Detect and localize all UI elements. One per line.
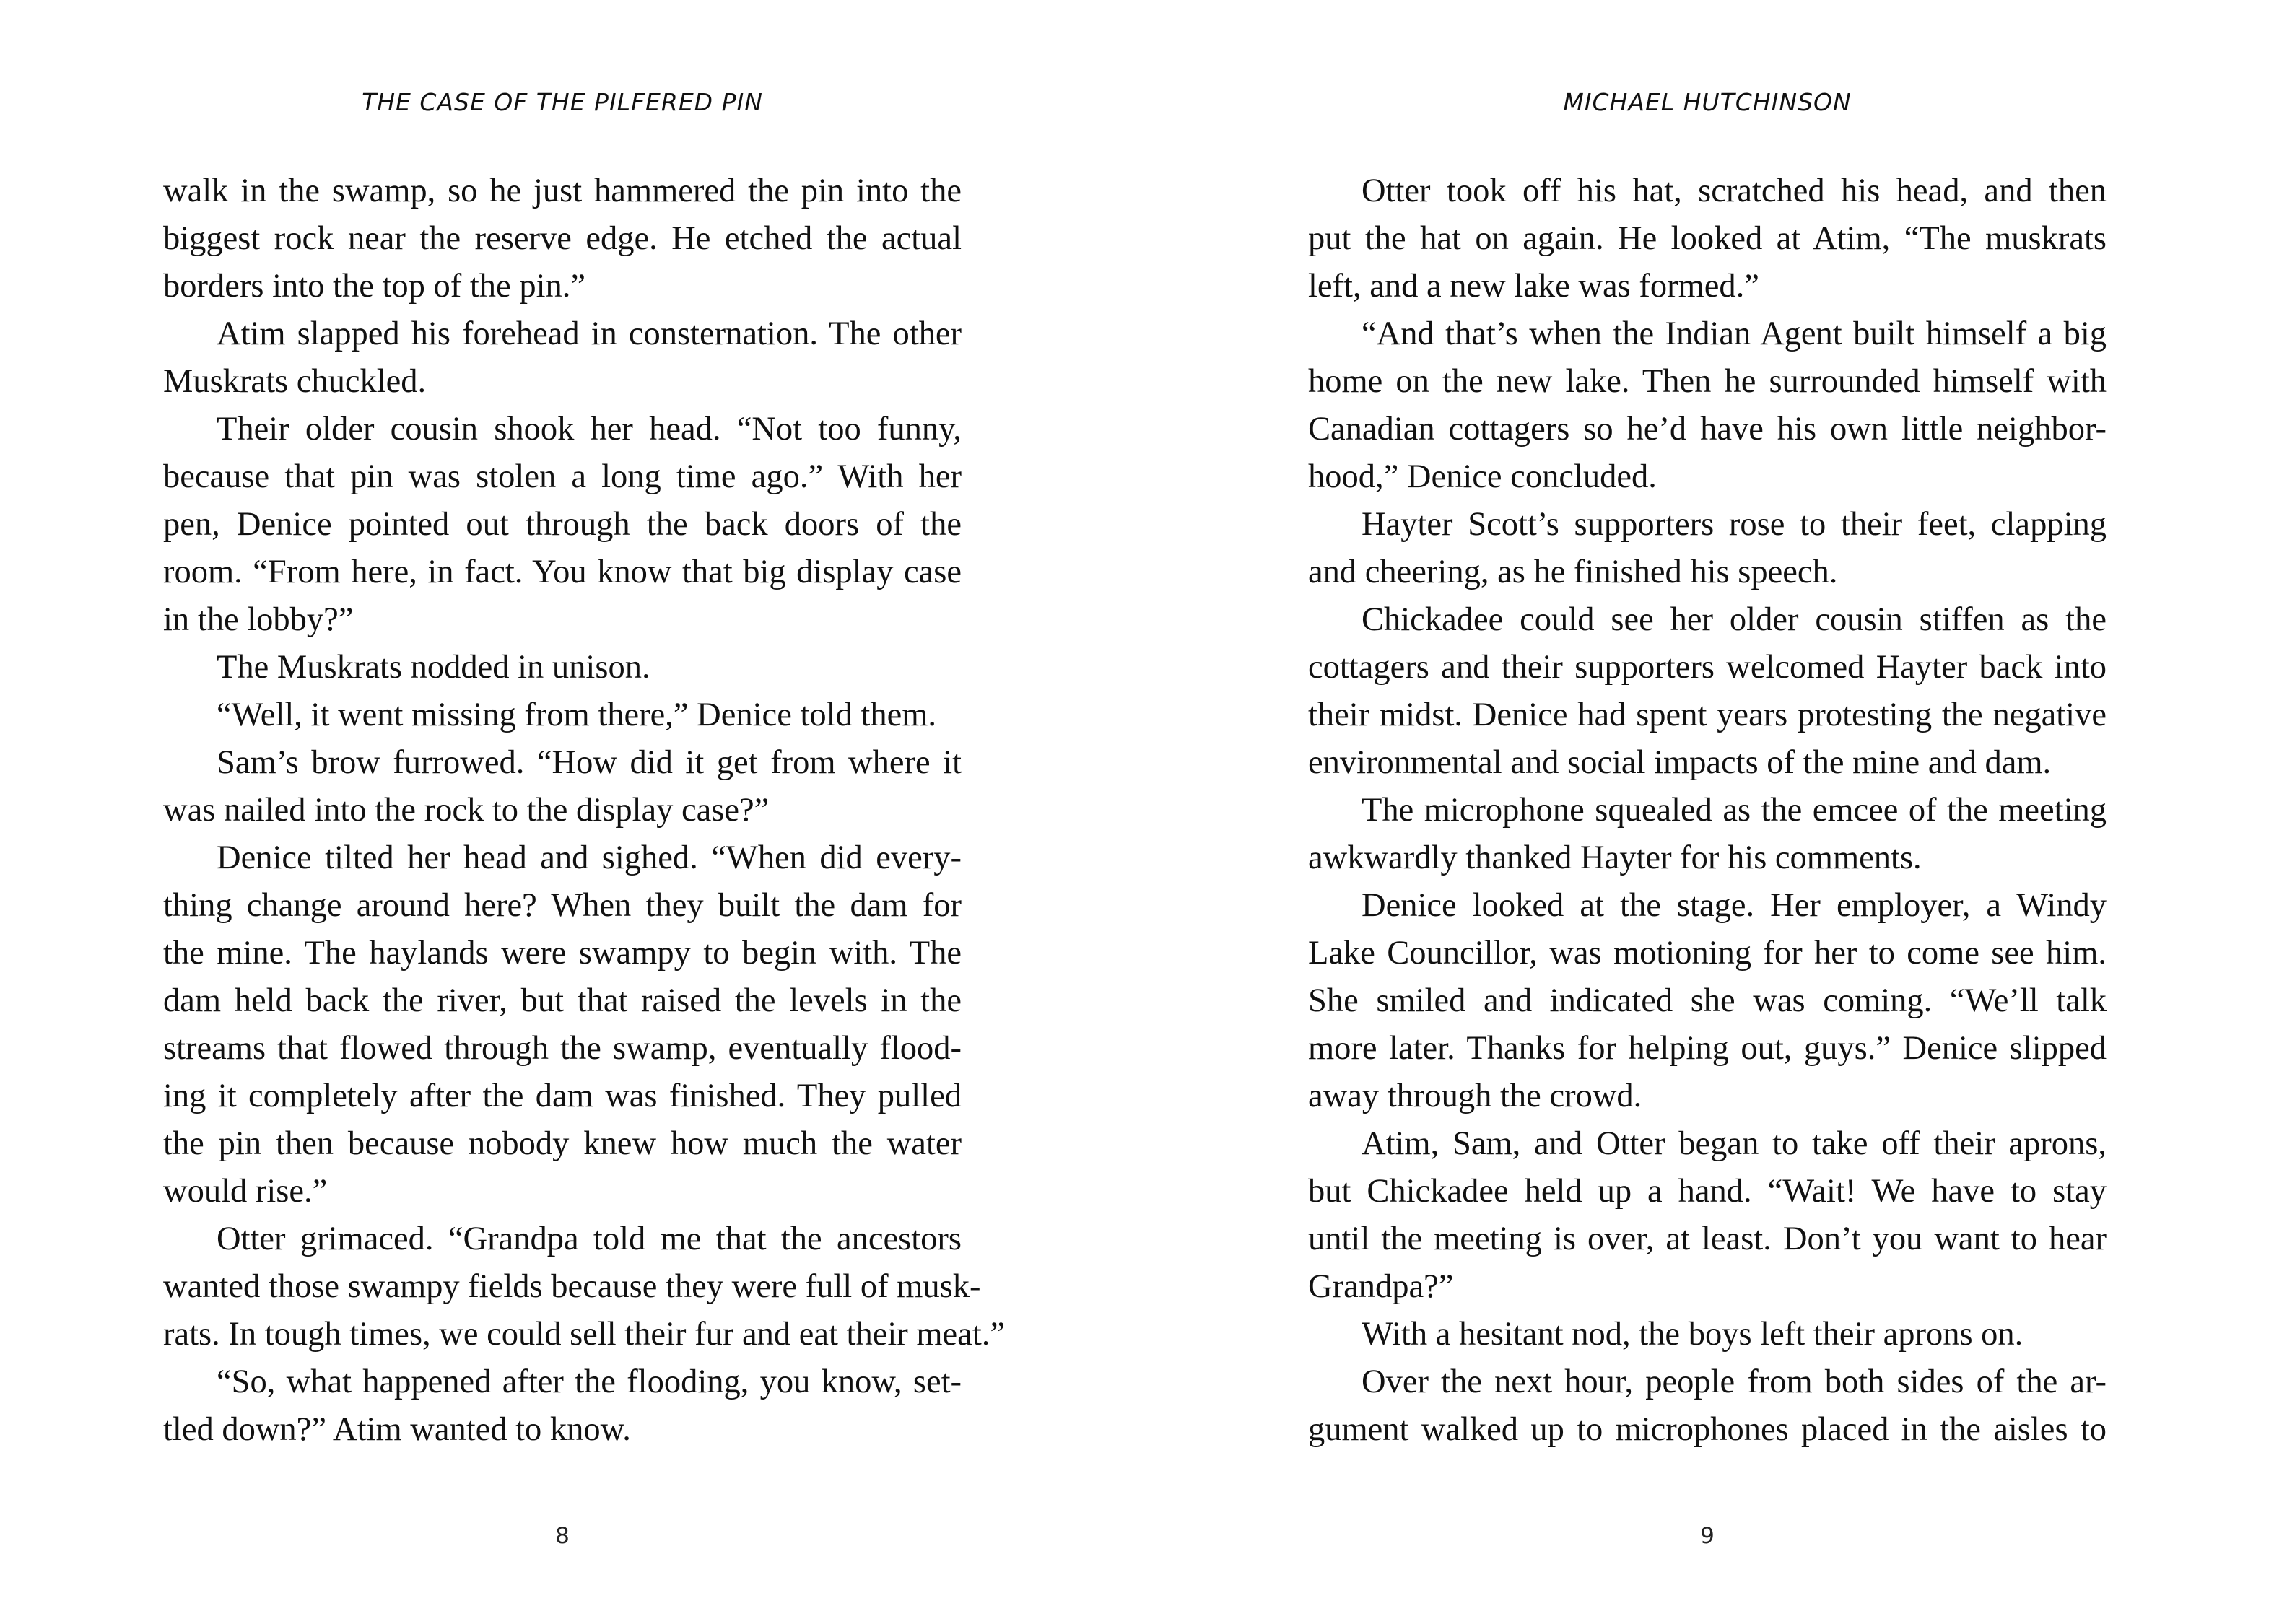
text-line: Muskrats chuckled. — [163, 363, 427, 400]
running-header-title: THE CASE OF THE PILFERED PIN — [362, 88, 763, 116]
text-line: environmental and social impacts of the mine and dam. — [1308, 744, 2052, 781]
text-line: “So, what happened after the flooding, you know, set- — [217, 1363, 962, 1400]
text-line: The microphone squealed as the emcee of the meeting — [1362, 792, 2107, 829]
text-line: the mine. The haylands were swampy to begin with. The — [163, 935, 962, 972]
text-line: ing it completely after the dam was finished. They pulled — [163, 1078, 962, 1114]
text-line: and cheering, as he finished his speech. — [1308, 554, 1838, 590]
page-number: 8 — [555, 1523, 570, 1549]
text-line: streams that flowed through the swamp, eventually flood- — [163, 1030, 962, 1067]
text-line: borders into the top of the pin.” — [163, 268, 585, 305]
text-line: Denice tilted her head and sighed. “When did every- — [217, 839, 962, 876]
text-line: hood,” Denice concluded. — [1308, 458, 1657, 495]
text-line: With a hesitant nod, the boys left their aprons on. — [1362, 1316, 2023, 1353]
text-line: but Chickadee held up a hand. “Wait! We have to stay — [1308, 1173, 2107, 1210]
text-line: put the hat on again. He looked at Atim, “The muskrats — [1308, 220, 2107, 257]
body-text — [163, 167, 1005, 1454]
text-line: “And that’s when the Indian Agent built himself a big — [1362, 315, 2107, 352]
text-line: Otter took off his hat, scratched his head, and then — [1362, 173, 2107, 209]
text-line: room. “From here, in fact. You know that big display case — [163, 554, 962, 590]
text-line: She smiled and indicated she was coming. “We’ll talk — [1308, 982, 2107, 1019]
text-line: Hayter Scott’s supporters rose to their feet, clapping — [1362, 506, 2107, 543]
text-line: home on the new lake. Then he surrounded himself with — [1308, 363, 2107, 400]
text-line: until the meeting is over, at least. Don’t you want to hear — [1308, 1221, 2107, 1257]
text-line: left, and a new lake was formed.” — [1308, 268, 1759, 305]
text-line: Atim, Sam, and Otter began to take off their aprons, — [1362, 1125, 2107, 1162]
text-line: Their older cousin shook her head. “Not too funny, — [217, 411, 962, 448]
text-line: Denice looked at the stage. Her employer, a Windy — [1362, 887, 2107, 924]
text-line: wanted those swampy fields because they were full of musk- — [163, 1268, 981, 1305]
text-line: Atim slapped his forehead in consternation. The other — [217, 315, 962, 352]
text-line: walk in the swamp, so he just hammered the pin into the — [163, 173, 962, 209]
text-line: thing change around here? When they built the dam for — [163, 887, 962, 924]
text-line: Canadian cottagers so he’d have his own little neighbor- — [1308, 411, 2107, 448]
body-text — [1308, 167, 2107, 1454]
text-line: in the lobby?” — [163, 601, 354, 638]
text-line: Otter grimaced. “Grandpa told me that the ancestors — [217, 1221, 962, 1257]
text-line: would rise.” — [163, 1173, 328, 1210]
text-line: dam held back the river, but that raised the levels in the — [163, 982, 962, 1019]
text-line: Sam’s brow furrowed. “How did it get from where it — [217, 744, 962, 781]
text-line: more later. Thanks for helping out, guys.” Denice slipped — [1308, 1030, 2107, 1067]
text-line: tled down?” Atim wanted to know. — [163, 1411, 631, 1448]
text-line: Grandpa?” — [1308, 1268, 1454, 1305]
right-page — [1308, 0, 2107, 1624]
text-line: was nailed into the rock to the display case?” — [163, 792, 770, 829]
text-line: away through the crowd. — [1308, 1078, 1642, 1114]
text-line: The Muskrats nodded in unison. — [217, 649, 650, 686]
running-header-author: MICHAEL HUTCHINSON — [1563, 88, 1852, 116]
text-line: gument walked up to microphones placed in the aisles to — [1308, 1411, 2107, 1448]
left-page — [163, 0, 1005, 1624]
text-line: “Well, it went missing from there,” Denice told them. — [217, 697, 937, 733]
text-line: Over the next hour, people from both sides of the ar- — [1362, 1363, 2107, 1400]
page-number: 9 — [1700, 1523, 1715, 1549]
text-line: biggest rock near the reserve edge. He etched the actual — [163, 220, 962, 257]
text-line: awkwardly thanked Hayter for his comments. — [1308, 839, 1922, 876]
text-line: Lake Councillor, was motioning for her to come see him. — [1308, 935, 2107, 972]
text-line: because that pin was stolen a long time ago.” With her — [163, 458, 962, 495]
text-line: rats. In tough times, we could sell their fur and eat their meat.” — [163, 1316, 1005, 1353]
text-line: Chickadee could see her older cousin stiffen as the — [1362, 601, 2107, 638]
text-line: the pin then because nobody knew how much the water — [163, 1125, 962, 1162]
text-line: their midst. Denice had spent years protesting the negative — [1308, 697, 2107, 733]
text-line: cottagers and their supporters welcomed Hayter back into — [1308, 649, 2107, 686]
text-line: pen, Denice pointed out through the back doors of the — [163, 506, 962, 543]
